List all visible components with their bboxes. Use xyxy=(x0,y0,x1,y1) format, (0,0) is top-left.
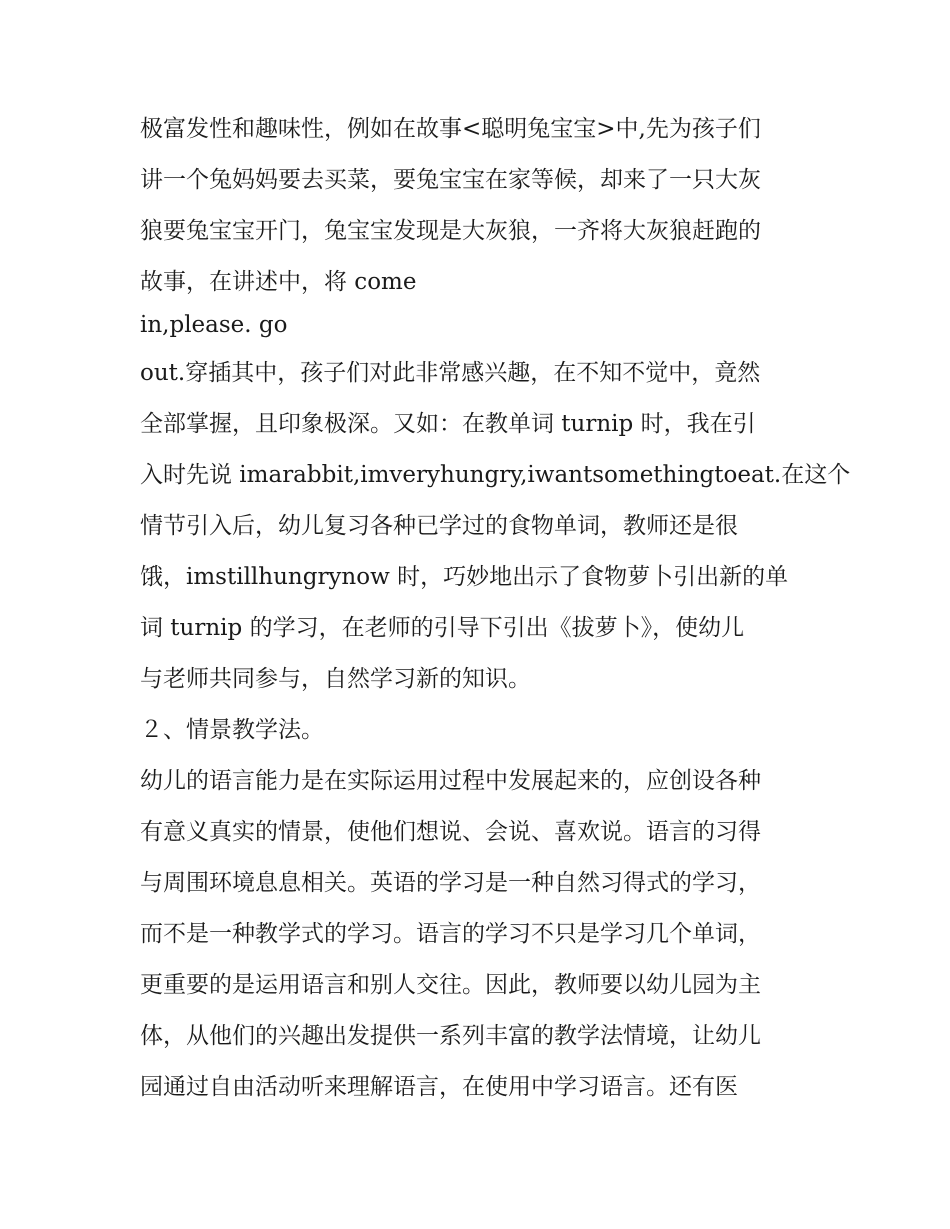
text-line: 与周围环境息息相关。英语的学习是一种自然习得式的学习， xyxy=(140,870,761,896)
text-line: 与老师共同参与，自然学习新的知识。 xyxy=(140,666,531,692)
text-line: 情节引入后，幼儿复习各种已学过的食物单词，教师还是很 xyxy=(140,513,738,539)
text-line: 有意义真实的情景，使他们想说、会说、喜欢说。语言的习得 xyxy=(140,819,761,845)
text-line: in,please. go xyxy=(140,312,288,338)
text-line: 全部掌握，且印象极深。又如：在教单词 turnip 时，我在引 xyxy=(140,411,756,437)
text-line: 而不是一种教学式的学习。语言的学习不只是学习几个单词， xyxy=(140,921,761,947)
text-line: 园通过自由活动听来理解语言，在使用中学习语言。还有医 xyxy=(140,1074,738,1100)
text-line: 体，从他们的兴趣出发提供一系列丰富的教学法情境，让幼儿 xyxy=(140,1023,761,1049)
text-line: 更重要的是运用语言和别人交往。因此，教师要以幼儿园为主 xyxy=(140,972,761,998)
section-heading: ２、情景教学法。 xyxy=(140,717,324,743)
text-line: 饿，imstillhungrynow 时，巧妙地出示了食物萝卜引出新的单 xyxy=(140,564,789,590)
text-line: 幼儿的语言能力是在实际运用过程中发展起来的，应创设各种 xyxy=(140,768,761,794)
text-line: 狼要兔宝宝开门，兔宝宝发现是大灰狼，一齐将大灰狼赶跑的 xyxy=(140,218,761,244)
text-line: 词 turnip 的学习，在老师的引导下引出《拔萝卜》，使幼儿 xyxy=(140,615,745,641)
text-line: 故事，在讲述中，将 come xyxy=(140,269,417,295)
text-line: 入时先说 imarabbit,imveryhungry,iwantsomethingtoeat.在这个 xyxy=(140,462,851,488)
text-line: 极富发性和趣味性，例如在故事<聪明兔宝宝>中,先为孩子们 xyxy=(140,116,761,142)
text-line: 讲一个兔妈妈要去买菜，要兔宝宝在家等候，却来了一只大灰 xyxy=(140,167,761,193)
text-line: out.穿插其中，孩子们对此非常感兴趣，在不知不觉中，竟然 xyxy=(140,360,761,386)
